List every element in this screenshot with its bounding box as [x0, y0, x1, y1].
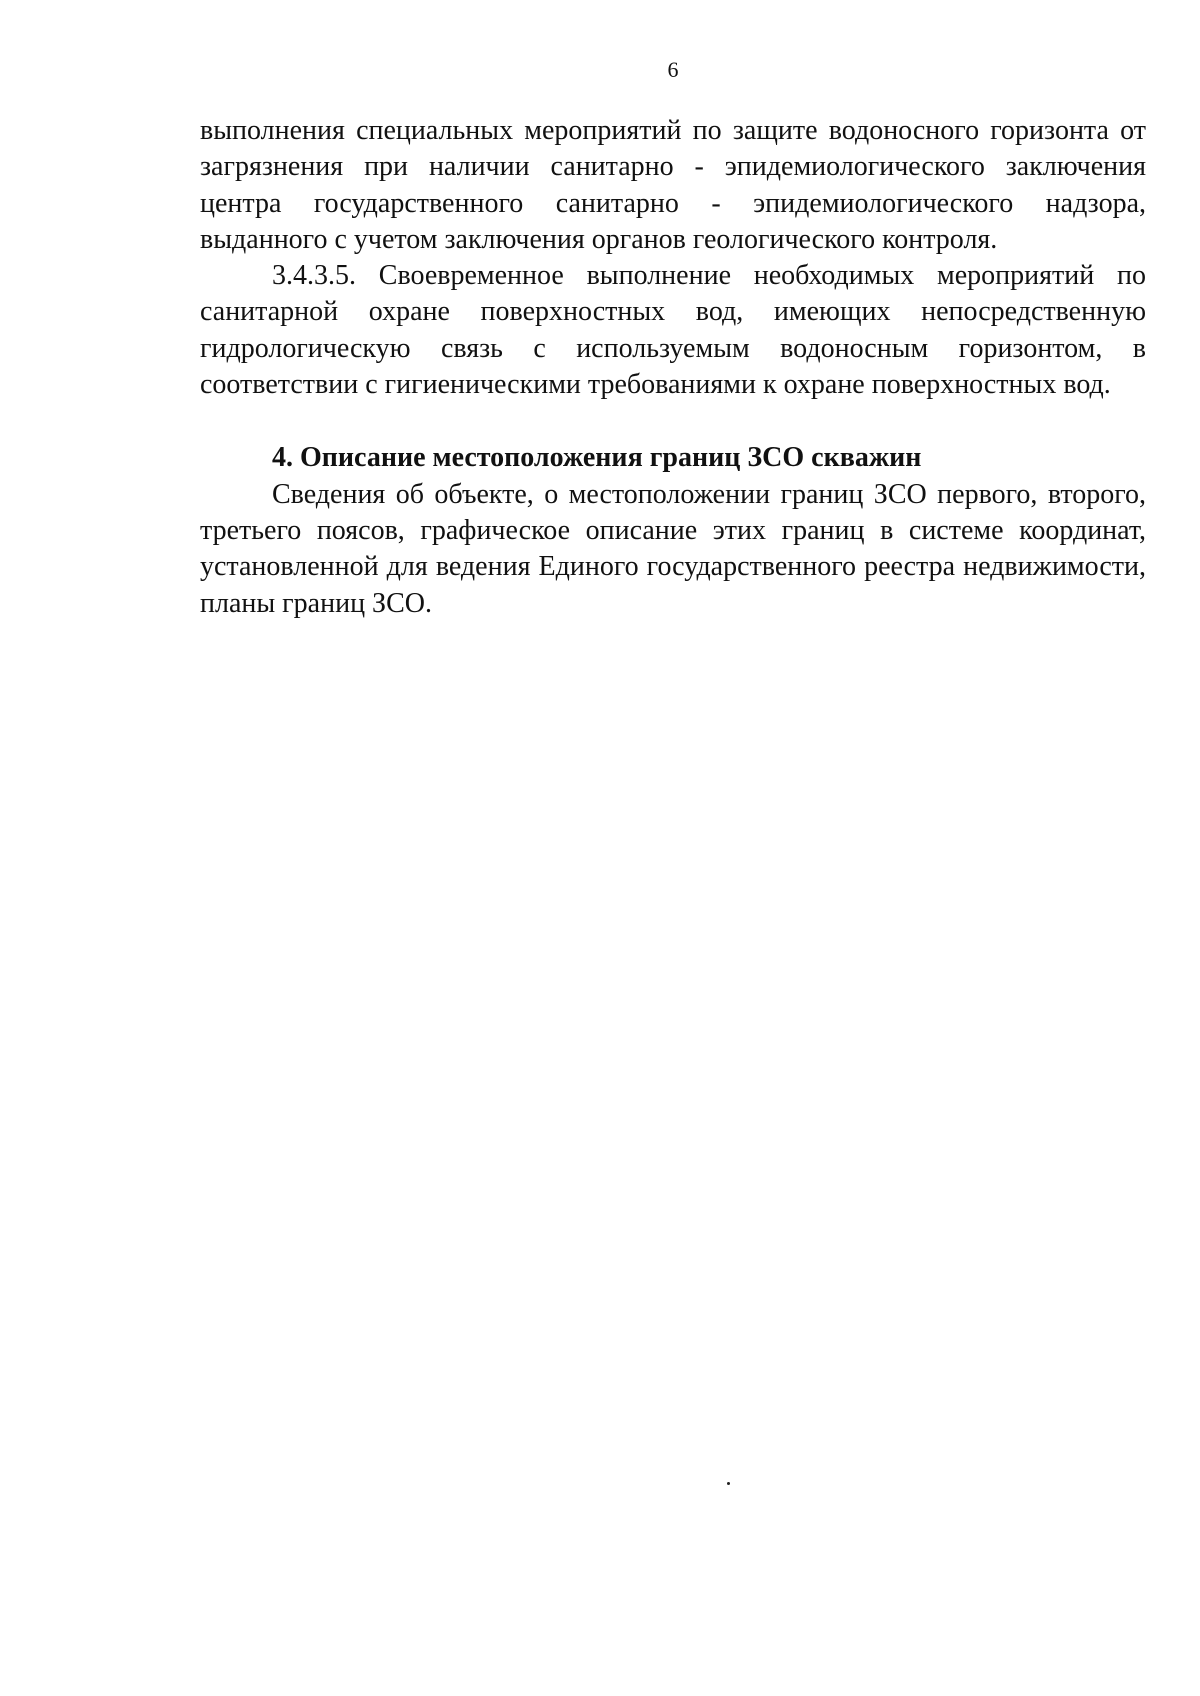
paragraph-3-4-3-5: 3.4.3.5. Своевременное выполнение необходимых мероприятий по санитарной охране поверхностных вод, имеющих непосредственную гидрологическую связь с используемым водоносным горизонтом, в соответствии с гигиеническими требованиями к охране поверхностных вод.: [200, 260, 1146, 401]
scan-speck: [727, 1482, 730, 1485]
section-paragraph: Сведения об объекте, о местоположении границ ЗСО первого, второго, третьего поясов, графическое описание этих границ в системе координат, установленной для ведения Единого государственного реестра недвижимости, планы границ ЗСО.: [200, 478, 1146, 619]
paragraph-continuation: выполнения специальных мероприятий по защите водоносного горизонта от загрязнения при наличии санитарно - эпидемиологического заключения центра государственного санитарно - эпидемиологического надзора, выданного с учетом заключения органов геологического контроля.: [200, 115, 1146, 255]
document-body: [200, 113, 1146, 622]
page-number: 6: [667, 57, 679, 82]
section-heading: 4. Описание местоположения границ ЗСО скважин: [272, 442, 922, 474]
